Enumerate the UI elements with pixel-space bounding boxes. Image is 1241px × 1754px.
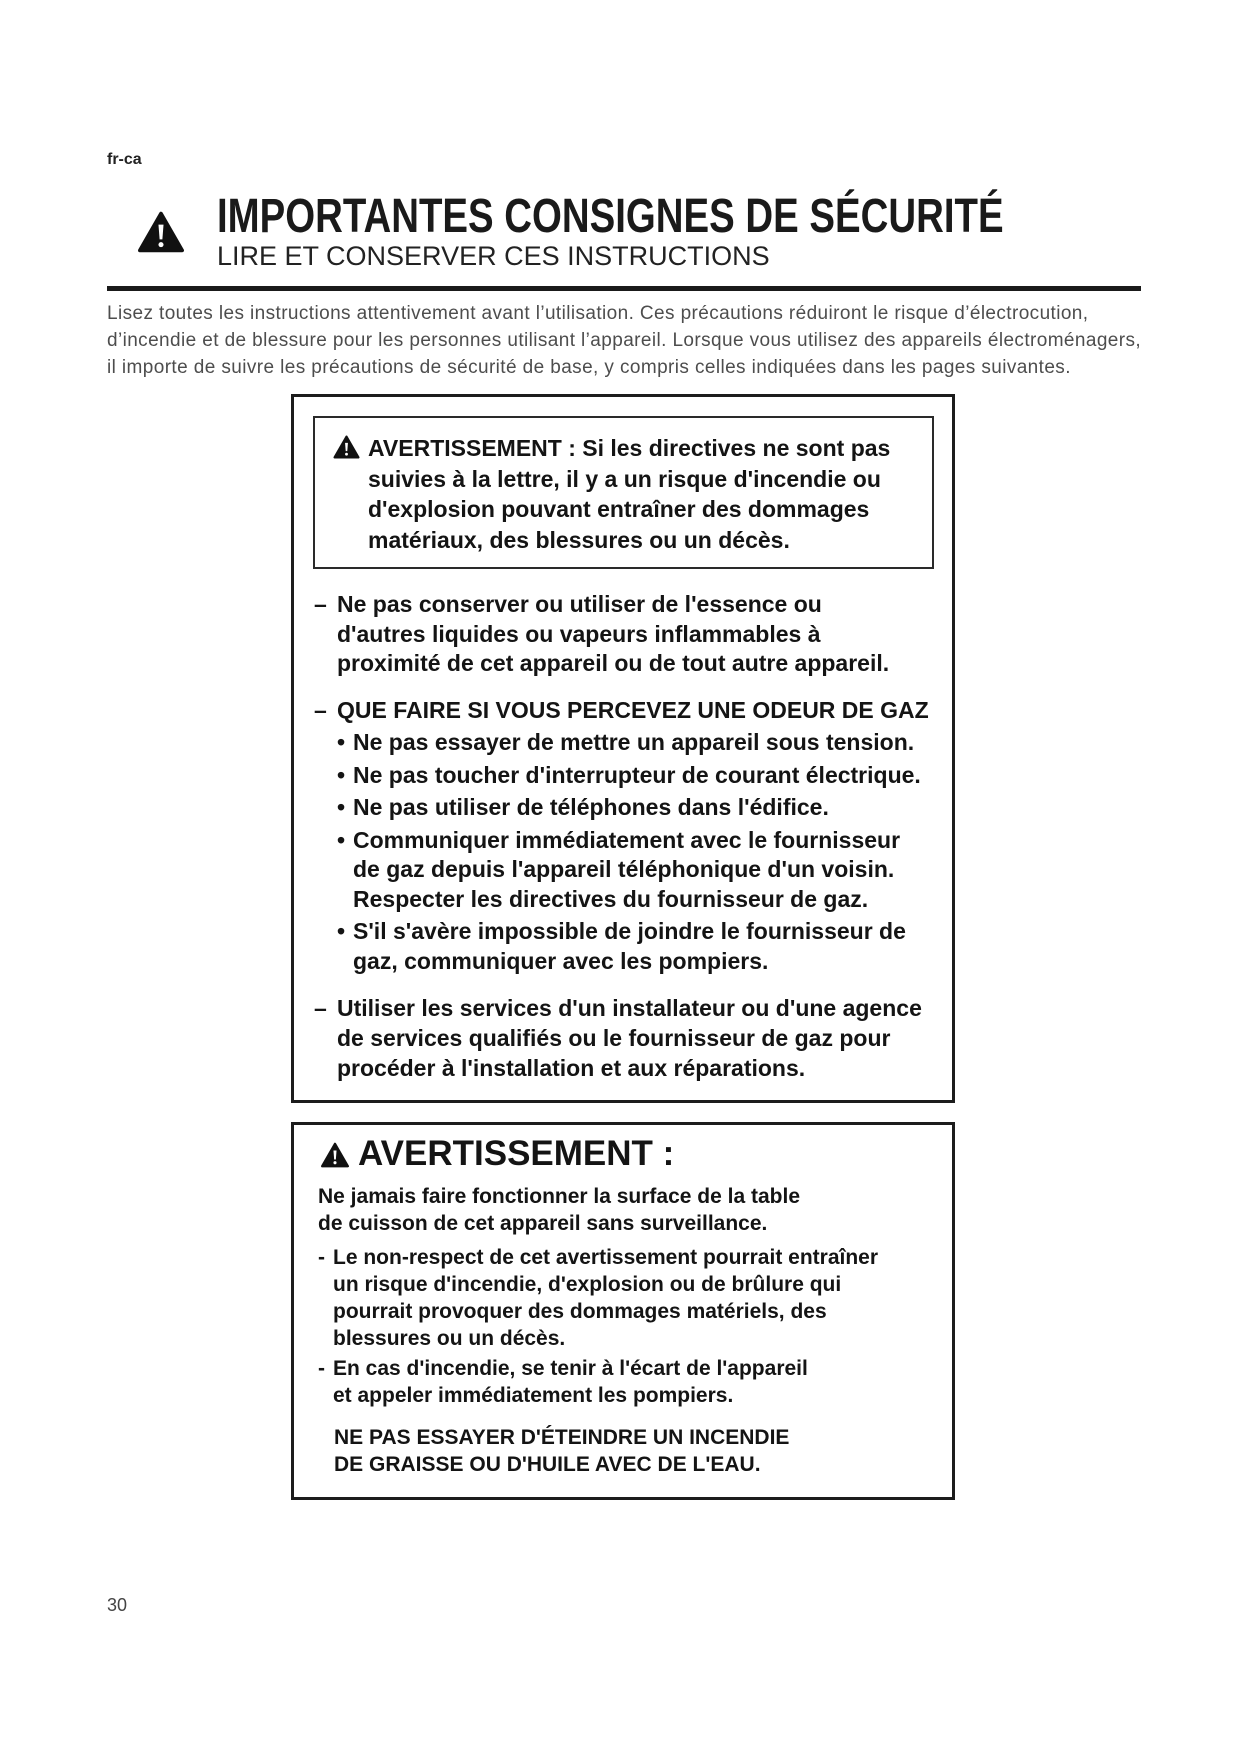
bullet-item — [337, 761, 929, 791]
cooktop-line: de cuisson de cet appareil sans surveillance. — [318, 1212, 768, 1235]
section-line: Utiliser les services d'un installateur ou d'une agence — [337, 995, 922, 1021]
section-heading: QUE FAIRE SI VOUS PERCEVEZ UNE ODEUR DE GAZ — [337, 697, 929, 723]
cooktop-line: un risque d'incendie, d'explosion ou de brûlure qui — [333, 1273, 842, 1296]
cooktop-line: pourrait provoquer des dommages matériels, des — [333, 1300, 827, 1323]
warning-triangle-icon — [333, 435, 360, 459]
cooktop-line: NE PAS ESSAYER D'ÉTEINDRE UN INCENDIE — [334, 1426, 790, 1449]
cooktop-line: et appeler immédiatement les pompiers. — [333, 1384, 734, 1407]
page-subtitle: LIRE ET CONSERVER CES INSTRUCTIONS — [217, 241, 770, 271]
gas-section-storage — [314, 590, 890, 679]
bullet-item — [337, 728, 929, 758]
alert-line: AVERTISSEMENT : Si les directives ne sont pas — [368, 435, 891, 461]
intro-line: d’incendie et de blessure pour les personnes utilisant l’appareil. Lorsque vous utilisez des appareils électroménagers, — [107, 330, 1142, 351]
cooktop-final-warning — [334, 1424, 789, 1478]
alert-line: d'explosion pouvant entraîner des dommages — [368, 496, 870, 522]
gas-warning-box — [291, 394, 955, 1103]
cooktop-line: En cas d'incendie, se tenir à l'écart de l'appareil — [333, 1357, 808, 1380]
intro-line: Lisez toutes les instructions attentivement avant l’utilisation. Ces précautions réduiront le risque d’électrocution, — [107, 303, 1089, 324]
cooktop-line: blessures ou un décès. — [333, 1327, 566, 1350]
warning-triangle-icon — [321, 1142, 349, 1168]
warning-heading: AVERTISSEMENT : — [358, 1134, 675, 1173]
intro-paragraph — [107, 300, 1141, 381]
section-line: d'autres liquides ou vapeurs inflammables à — [337, 620, 821, 647]
alert-line: matériaux, des blessures ou un décès. — [368, 526, 790, 553]
section-line: procéder à l'installation et aux réparations. — [337, 1055, 806, 1081]
bullet-line: de gaz depuis l'appareil téléphonique d'un voisin. — [353, 856, 895, 882]
dash-marker: – — [314, 697, 327, 723]
page-title: IMPORTANTES CONSIGNES DE SÉCURITÉ — [217, 190, 1004, 243]
dash-marker: - — [318, 1246, 325, 1269]
cooktop-line: DE GRAISSE OU D'HUILE AVEC DE L'EAU. — [334, 1453, 761, 1476]
bullet-line: Ne pas utiliser de téléphones dans l'édifice. — [353, 794, 829, 820]
bullet-line: S'il s'avère impossible de joindre le fournisseur de — [353, 918, 906, 944]
intro-line: il importe de suivre les précautions de sécurité de base, y compris celles indiquées dans les pages suivantes. — [107, 357, 1071, 378]
bullet-line: Communiquer immédiatement avec le fournisseur — [353, 826, 901, 853]
cooktop-item — [318, 1244, 879, 1352]
gas-alert-text — [368, 433, 890, 555]
warning-triangle-icon — [138, 210, 184, 254]
bullet-item — [337, 826, 929, 915]
cooktop-line: Le non-respect de cet avertissement pourrait entraîner — [333, 1246, 879, 1269]
bullet-item — [337, 793, 929, 823]
gas-alert-box — [313, 416, 934, 569]
section-line: Ne pas conserver ou utiliser de l'essence ou — [337, 591, 822, 617]
cooktop-warning-box — [291, 1122, 955, 1500]
cooktop-intro — [318, 1183, 800, 1237]
header-divider — [107, 286, 1141, 291]
section-line: proximité de cet appareil ou de tout autre appareil. — [337, 650, 890, 676]
bullet-marker: • — [337, 918, 346, 944]
section-line: de services qualifiés ou le fournisseur de gaz pour — [337, 1025, 891, 1051]
bullet-line: gaz, communiquer avec les pompiers. — [353, 947, 769, 974]
gas-section-installer — [314, 993, 922, 1083]
cooktop-item — [318, 1355, 808, 1409]
bullet-marker: • — [337, 826, 346, 853]
bullet-line: Respecter les directives du fournisseur de gaz. — [353, 885, 869, 912]
bullet-marker: • — [337, 729, 346, 755]
dash-marker: – — [314, 591, 327, 617]
bullet-marker: • — [337, 761, 346, 788]
bullet-line: Ne pas toucher d'interrupteur de courant électrique. — [353, 761, 921, 788]
dash-marker: – — [314, 995, 327, 1021]
gas-section-odor — [314, 695, 929, 976]
bullet-marker: • — [337, 794, 346, 820]
bullet-item — [337, 917, 929, 976]
dash-marker: - — [318, 1357, 325, 1380]
alert-line: suivies à la lettre, il y a un risque d'incendie ou — [368, 465, 881, 492]
cooktop-line: Ne jamais faire fonctionner la surface de la table — [318, 1185, 801, 1208]
language-tag: fr-ca — [107, 151, 142, 168]
bullet-line: Ne pas essayer de mettre un appareil sous tension. — [353, 729, 915, 755]
page-number: 30 — [107, 1595, 128, 1615]
